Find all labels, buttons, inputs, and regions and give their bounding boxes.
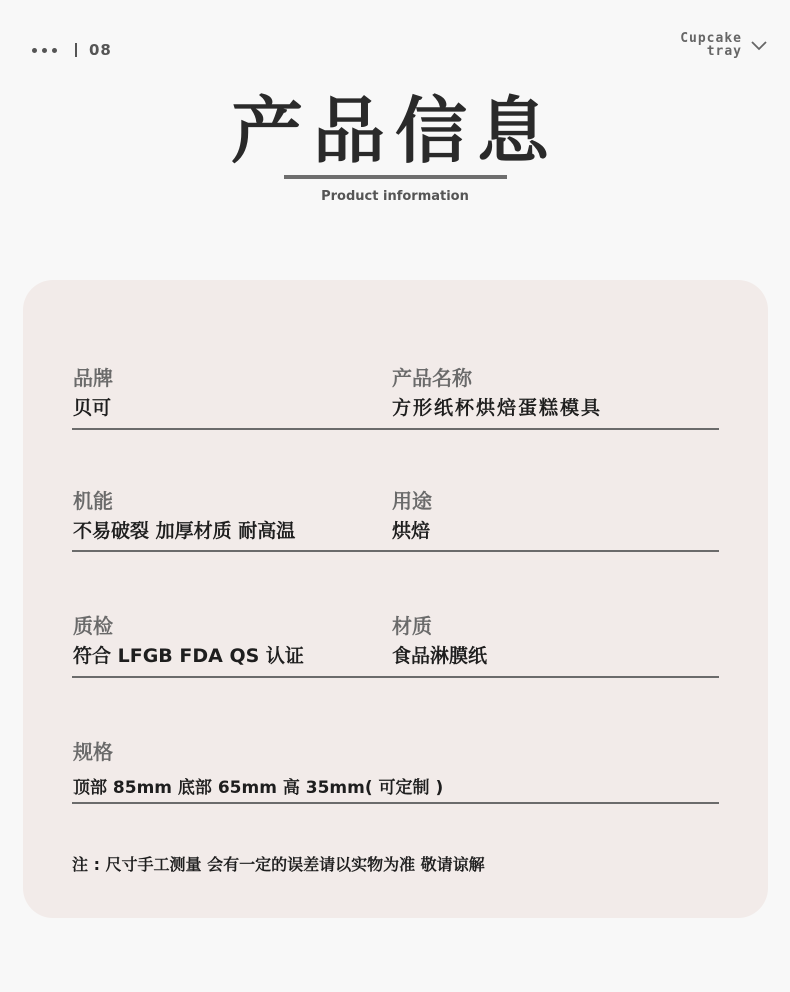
field-product-name [392, 365, 718, 421]
row-divider [72, 428, 719, 430]
dot [42, 48, 47, 53]
dot [52, 48, 57, 53]
field-value: 顶部 85mm 底部 65mm 高 35mm( 可定制 ) [73, 778, 444, 798]
field-value: 符合 LFGB FDA QS 认证 [73, 645, 304, 667]
field-label: 机能 [73, 489, 113, 513]
tag-line-1: Cupcake [680, 31, 742, 46]
field-label: 质检 [73, 614, 113, 638]
row-divider [72, 550, 719, 552]
field-label: 材质 [392, 614, 432, 638]
field-material [392, 613, 718, 669]
divider [75, 43, 77, 57]
row-divider [72, 676, 719, 678]
field-label: 产品名称 [392, 366, 472, 390]
field-value: 贝可 [73, 397, 112, 419]
field-function [73, 488, 399, 544]
title-underline [284, 175, 507, 179]
field-value: 食品淋膜纸 [392, 645, 488, 667]
category-tag-text [680, 32, 742, 58]
dots-icon[interactable] [32, 48, 57, 53]
field-value: 烘焙 [392, 520, 431, 542]
field-value: 方形纸杯烘焙蛋糕模具 [392, 397, 603, 419]
field-usage [392, 488, 718, 544]
dot [32, 48, 37, 53]
field-label: 规格 [73, 740, 113, 764]
field-label: 品牌 [73, 366, 113, 390]
field-label: 用途 [392, 489, 432, 513]
row-divider [72, 802, 719, 804]
measurement-note: 注 : 尺寸手工测量 会有一定的误差请以实物为准 敬请谅解 [72, 855, 485, 874]
page-number: 08 [89, 41, 112, 59]
field-quality [73, 613, 399, 669]
page-subtitle: Product information [321, 189, 469, 204]
field-brand [73, 365, 399, 421]
chevron-down-icon[interactable] [750, 39, 768, 51]
field-value: 不易破裂 加厚材质 耐高温 [73, 520, 296, 542]
tag-line-2: tray [706, 44, 742, 59]
field-spec [73, 739, 673, 801]
category-tag[interactable] [680, 32, 768, 58]
page-title: 产品信息 [230, 89, 559, 173]
page-indicator [32, 40, 112, 60]
